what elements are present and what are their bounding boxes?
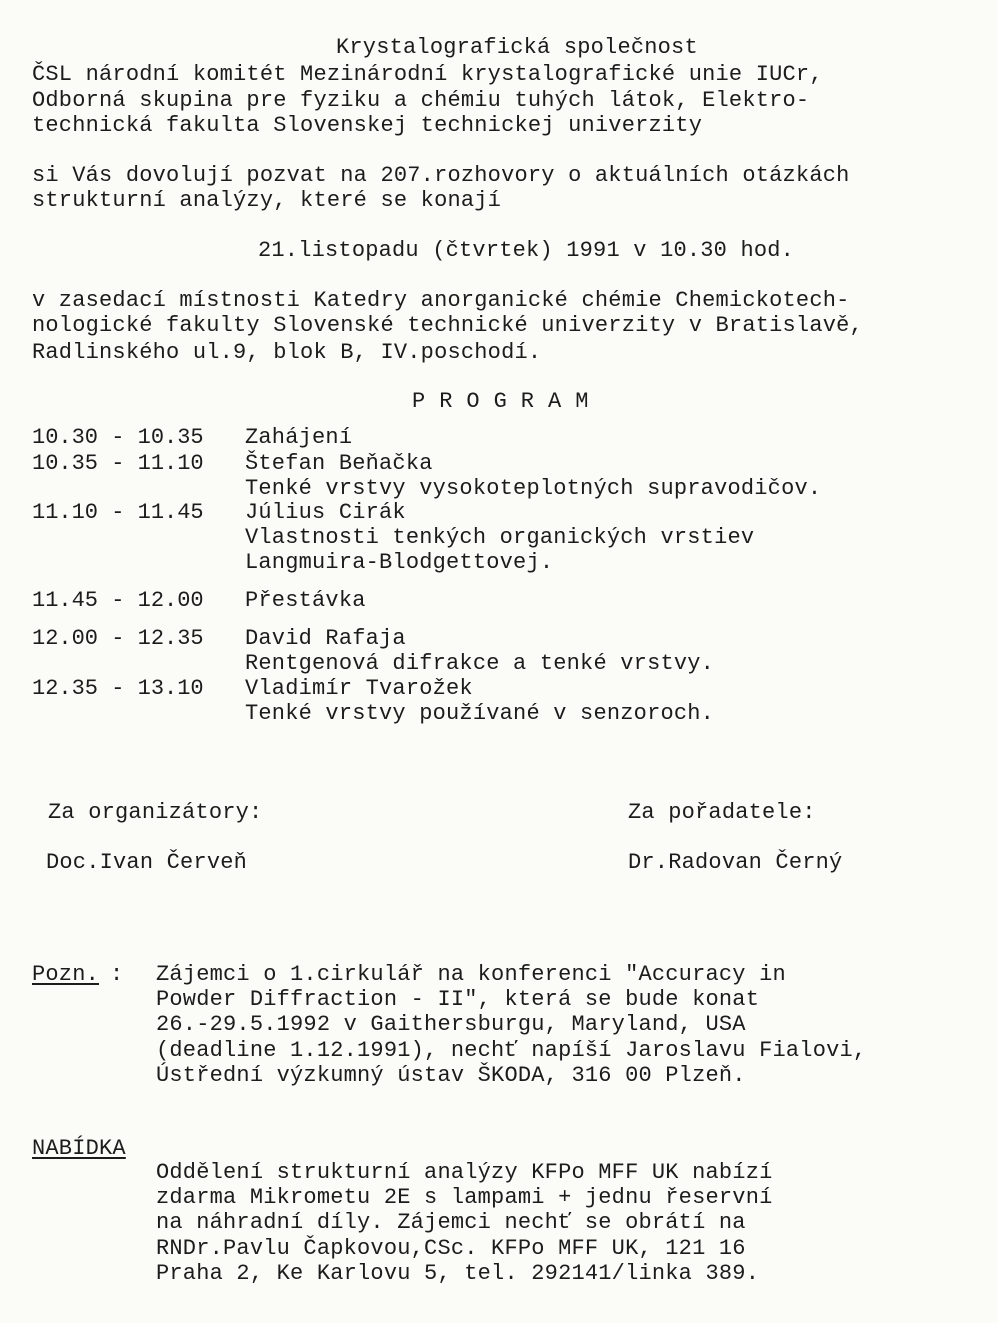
venue-line-3: Radlinského ul.9, blok B, IV.poschodí.: [32, 340, 542, 365]
invitation-line-2: strukturní analýzy, které se konají: [32, 188, 502, 213]
venue-line-2: nologické fakulty Slovenské technické univerzity v Bratislavě,: [32, 313, 863, 338]
header-group: Odborná skupina pre fyziku a chémiu tuhých látok, Elektro-: [32, 88, 810, 113]
event-date: 21.listopadu (čtvrtek) 1991 v 10.30 hod.: [258, 238, 795, 263]
note-colon: :: [110, 962, 124, 987]
header-faculty: technická fakulta Slovenskej technickej univerzity: [32, 113, 703, 138]
note-line-2: Powder Diffraction - II", která se bude konat: [156, 987, 760, 1012]
program-talk-title: Rentgenová difrakce a tenké vrstvy.: [245, 651, 715, 676]
header-committee: ČSL národní komitét Mezinárodní krystalografické unie IUCr,: [32, 62, 823, 87]
program-time: 11.45 - 12.00: [32, 588, 204, 613]
note-line-5: Ústřední výzkumný ústav ŠKODA, 316 00 Plzeň.: [156, 1063, 746, 1088]
note-line-3: 26.-29.5.1992 v Gaithersburgu, Maryland, USA: [156, 1012, 746, 1037]
program-speaker: Zahájení: [245, 425, 353, 450]
offer-line-1: Oddělení strukturní analýzy KFPo MFF UK nabízí: [156, 1160, 773, 1185]
signature-right-name: Dr.Radovan Černý: [628, 850, 843, 875]
program-talk-title: Vlastnosti tenkých organických vrstiev: [245, 525, 755, 550]
program-speaker: David Rafaja: [245, 626, 406, 651]
program-speaker: Štefan Beňačka: [245, 451, 433, 476]
signature-right-label: Za pořadatele:: [628, 800, 816, 825]
offer-line-5: Praha 2, Ke Karlovu 5, tel. 292141/linka 389.: [156, 1261, 760, 1286]
program-speaker: Přestávka: [245, 588, 366, 613]
signature-left-name: Doc.Ivan Červeň: [46, 850, 248, 875]
program-title: PROGRAM: [412, 389, 603, 414]
program-speaker: Vladimír Tvarožek: [245, 676, 473, 701]
note-label: Pozn.: [32, 962, 100, 987]
program-talk-title-cont: Langmuira-Blodgettovej.: [245, 550, 554, 575]
header-society: Krystalografická společnost: [336, 35, 698, 60]
offer-line-2: zdarma Mikrometu 2E s lampami + jednu řeservní: [156, 1185, 773, 1210]
note-line-1: Zájemci o 1.cirkulář na konferenci "Accuracy in: [156, 962, 786, 987]
program-talk-title: Tenké vrstvy vysokoteplotných supravodičov.: [245, 476, 822, 501]
program-time: 11.10 - 11.45: [32, 500, 204, 525]
program-time: 12.00 - 12.35: [32, 626, 204, 651]
venue-line-1: v zasedací místnosti Katedry anorganické chémie Chemickotech-: [32, 288, 850, 313]
offer-label: NABÍDKA: [32, 1136, 126, 1161]
signature-left-label: Za organizátory:: [48, 800, 263, 825]
program-time: 10.30 - 10.35: [32, 425, 204, 450]
offer-line-4: RNDr.Pavlu Čapkovou,CSc. KFPo MFF UK, 121 16: [156, 1236, 746, 1261]
program-time: 12.35 - 13.10: [32, 676, 204, 701]
offer-line-3: na náhradní díly. Zájemci nechť se obrátí na: [156, 1210, 746, 1235]
program-speaker: Július Cirák: [245, 500, 406, 525]
invitation-line-1: si Vás dovolují pozvat na 207.rozhovory o aktuálních otázkách: [32, 163, 850, 188]
note-line-4: (deadline 1.12.1991), nechť napíší Jaroslavu Fialovi,: [156, 1038, 867, 1063]
program-time: 10.35 - 11.10: [32, 451, 204, 476]
program-talk-title: Tenké vrstvy používané v senzoroch.: [245, 701, 715, 726]
